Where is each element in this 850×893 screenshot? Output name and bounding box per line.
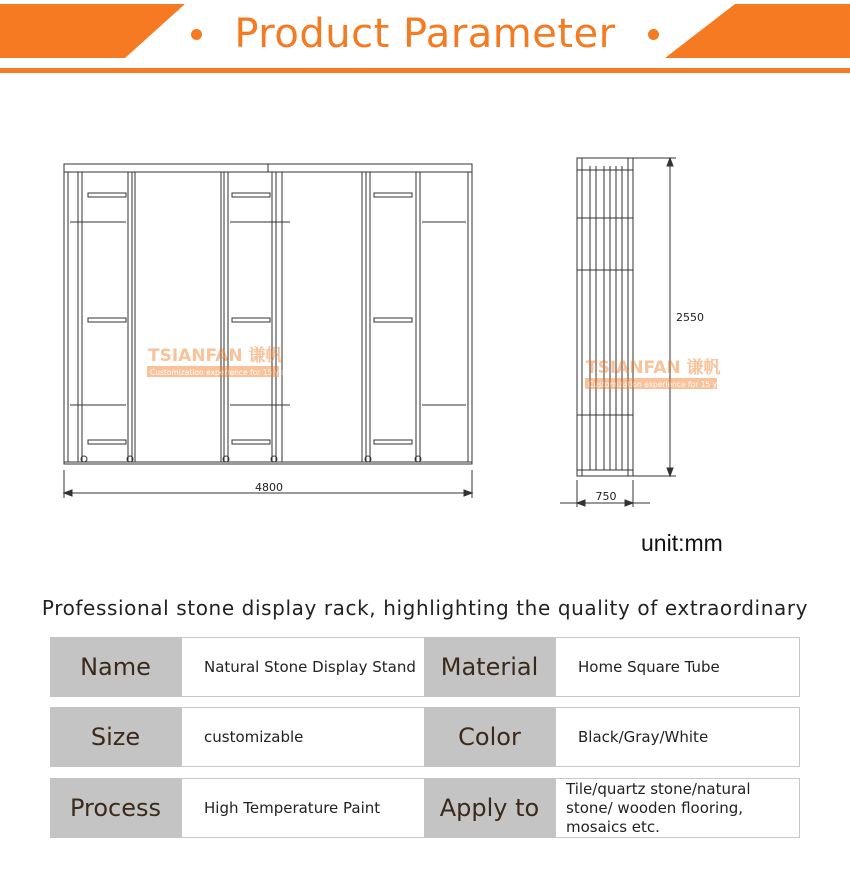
spec-value-material-text: Home Square Tube bbox=[578, 657, 720, 676]
page-title bbox=[0, 0, 850, 68]
page-title-text: Product Parameter bbox=[234, 11, 616, 57]
technical-drawing bbox=[0, 150, 850, 510]
side-width-label: 750 bbox=[595, 490, 617, 503]
spec-row-3 bbox=[50, 778, 800, 838]
spec-value-name-text: Natural Stone Display Stand bbox=[204, 657, 416, 676]
side-height-label: 2550 bbox=[676, 311, 704, 324]
title-dot-right bbox=[648, 29, 659, 40]
unit-label: unit:mm bbox=[641, 530, 723, 556]
spec-value-process-text: High Temperature Paint bbox=[204, 798, 381, 817]
side-view bbox=[560, 158, 676, 507]
spec-label-material: Material bbox=[424, 637, 555, 697]
spec-value-size-text: customizable bbox=[204, 727, 304, 746]
spec-value-size bbox=[181, 707, 425, 767]
spec-value-material bbox=[555, 637, 800, 697]
spec-value-apply-to bbox=[555, 778, 800, 838]
spec-value-apply-to-text: Tile/quartz stone/natural stone/ wooden flooring, mosaics etc. bbox=[566, 779, 751, 836]
spec-label-apply-to: Apply to bbox=[424, 778, 555, 838]
watermark-side bbox=[585, 357, 733, 389]
spec-value-process bbox=[181, 778, 425, 838]
watermark-front-brand: TSIANFAN 谦帆 bbox=[148, 346, 283, 366]
tagline: Professional stone display rack, highlighting the quality of extraordinary bbox=[41, 596, 809, 620]
watermark-side-brand: TSIANFAN 谦帆 bbox=[586, 358, 721, 378]
spec-row-2 bbox=[50, 707, 800, 767]
spec-label-color: Color bbox=[424, 707, 555, 767]
watermark-front-sub: Customization experience for 15 years bbox=[150, 368, 296, 377]
watermark-front bbox=[147, 345, 295, 377]
spec-label-name: Name bbox=[50, 637, 181, 697]
front-view bbox=[64, 164, 472, 498]
spec-row-1 bbox=[50, 637, 800, 697]
spec-label-process: Process bbox=[50, 778, 181, 838]
spec-value-color bbox=[555, 707, 800, 767]
spec-label-size: Size bbox=[50, 707, 181, 767]
front-width-label: 4800 bbox=[255, 481, 283, 494]
header-underline bbox=[0, 68, 850, 73]
title-dot-left bbox=[191, 29, 202, 40]
spec-value-color-text: Black/Gray/White bbox=[578, 727, 709, 746]
watermark-side-sub: Customization experience for 15 years bbox=[588, 380, 734, 389]
spec-value-name bbox=[181, 637, 425, 697]
